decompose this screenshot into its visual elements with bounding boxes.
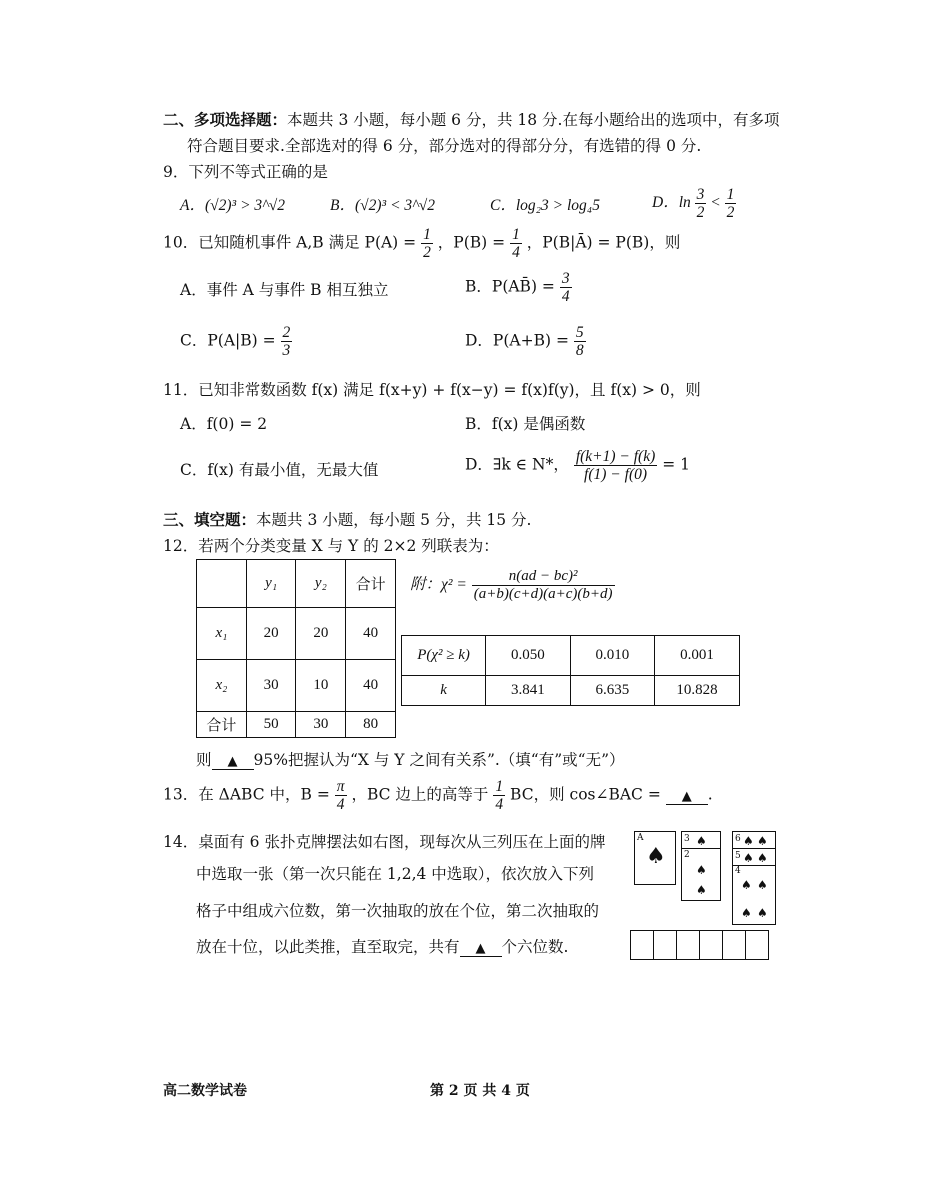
q12-blank[interactable]	[212, 751, 254, 770]
card-index: 3	[684, 834, 690, 844]
table-cell: 40	[346, 660, 396, 712]
q12-stem: 12．若两个分类变量 X 与 Y 的 2×2 列联表为：	[163, 537, 499, 555]
blank-marker: ▲	[227, 754, 238, 769]
q9-stem: 9．下列不等式正确的是	[163, 163, 328, 181]
table-row	[402, 636, 740, 676]
card-column-3-middle	[732, 848, 776, 866]
formula-den: (a+b)(c+d)(a+c)(b+d)	[473, 585, 613, 602]
table-cell: 0.001	[655, 636, 740, 676]
q13-h-frac	[493, 778, 505, 813]
spade-icon: ♠	[696, 834, 707, 848]
q10-c-den: 3	[282, 342, 291, 360]
critical-value-table	[401, 635, 740, 706]
table-cell: 30	[296, 712, 346, 738]
q13-h-den: 4	[495, 796, 504, 814]
q14-line4-pre: 放在十位，以此类推，直至取完，共有	[196, 938, 460, 956]
section3-heading: 三、填空题：	[163, 510, 257, 529]
q10-d-label: D．P(A+B) =	[465, 331, 569, 350]
q10-pb-den: 4	[512, 244, 520, 262]
q11-option-b: B．f(x) 是偶函数	[465, 415, 586, 433]
table-cell: 20	[296, 608, 346, 660]
card-column-3-top	[732, 831, 776, 849]
digit-cell[interactable]	[746, 931, 768, 959]
blank-marker: ▲	[475, 941, 486, 956]
q11-d-num: f(k+1) − f(k)	[575, 448, 656, 465]
spade-icon: ♠	[743, 834, 754, 848]
q10-pa-den: 2	[423, 244, 431, 262]
q9-d-frac2	[725, 186, 737, 221]
digit-cell[interactable]	[700, 931, 723, 959]
table-cell: 6.635	[570, 676, 655, 706]
q13-b-num: π	[336, 778, 345, 795]
table-row	[197, 608, 396, 660]
spade-icon: ♠	[646, 844, 666, 869]
card-index: 4	[735, 866, 741, 876]
q10-c-num: 2	[282, 324, 291, 341]
table-cell: 3.841	[486, 676, 571, 706]
q11-d-post: = 1	[662, 455, 690, 474]
card-index: A	[637, 833, 644, 843]
q13-mid: ，BC 边上的高等于	[351, 785, 489, 804]
spade-icon: ♠	[696, 863, 707, 877]
q10-b-frac	[560, 270, 572, 305]
q14-line3: 格子中组成六位数，第一次抽取的放在个位，第二次抽取的	[196, 902, 600, 920]
q10-option-a: A．事件 A 与事件 B 相互独立	[180, 281, 389, 299]
q13-post: BC，则 cos∠BAC =	[510, 785, 661, 804]
table-cell: 10.828	[655, 676, 740, 706]
table-row	[197, 660, 396, 712]
q14-blank[interactable]	[460, 938, 502, 957]
q10-d-frac	[574, 324, 586, 359]
q10-stem-pre: 10．已知随机事件 A,B 满足 P(A) =	[163, 233, 417, 252]
spade-icon: ♠	[757, 878, 768, 892]
q14-line4-post: 个六位数.	[501, 938, 569, 956]
footer-title: 高二数学试卷	[163, 1083, 247, 1099]
table-row	[197, 560, 396, 608]
table-cell: 合计	[197, 712, 247, 738]
chi-square-formula	[410, 568, 615, 602]
q9-d-frac1-num: 3	[696, 186, 705, 203]
q9-d-frac2-den: 2	[726, 204, 735, 222]
digit-cell[interactable]	[723, 931, 746, 959]
card-index: 6	[735, 834, 741, 844]
q10-pa-frac	[421, 226, 433, 261]
q10-b-num: 3	[561, 270, 570, 287]
digit-cell[interactable]	[654, 931, 677, 959]
q14-line1: 14．桌面有 6 张扑克牌摆法如右图，现每次从三列压在上面的牌	[163, 833, 606, 851]
q14-line4	[196, 935, 568, 957]
table-cell: y₂	[296, 560, 346, 608]
q10-d-den: 8	[575, 342, 584, 360]
spade-icon: ♠	[757, 834, 768, 848]
card-index: 2	[684, 850, 690, 860]
q10-pb-frac	[510, 226, 522, 261]
formula-frac	[472, 568, 615, 602]
section2-desc-line2: 符合题目要求.全部选对的得 6 分，部分选对的得部分分，有选错的得 0 分.	[187, 137, 702, 155]
spade-icon: ♠	[757, 906, 768, 920]
table-cell: y₁	[246, 560, 296, 608]
q11-option-a: A．f(0) = 2	[180, 415, 268, 433]
q11-d-frac	[574, 448, 657, 483]
q10-pa-num: 1	[423, 226, 431, 243]
formula-num: n(ad − bc)²	[472, 568, 615, 586]
section2-title	[163, 108, 779, 130]
q11-stem: 11．已知非常数函数 f(x) 满足 f(x+y) + f(x−y) = f(x)f(y)，且 f(x) > 0，则	[163, 381, 701, 399]
q12-answer-pre: 则	[196, 751, 212, 769]
section3-title	[163, 508, 531, 530]
table-cell: 0.050	[486, 636, 571, 676]
table-cell: 20	[246, 608, 296, 660]
spade-icon: ♠	[743, 851, 754, 865]
q13-pre: 13．在 ΔABC 中，B =	[163, 785, 330, 804]
six-digit-grid	[630, 930, 769, 960]
table-cell: 10	[296, 660, 346, 712]
q10-stem	[163, 226, 680, 261]
q9-option-c: C．log₂3 > log₄5	[490, 197, 600, 214]
section2-desc-line1: 本题共 3 小题，每小题 6 分，共 18 分.在每小题给出的选项中，有多项	[287, 111, 780, 129]
q13-h-num: 1	[495, 778, 504, 795]
q10-stem-mid: ，P(B) =	[437, 233, 506, 252]
q12-answer-post: 95%把握认为“X 与 Y 之间有关系”.（填“有”或“无”）	[253, 751, 625, 769]
q10-c-label: C．P(A|B) =	[180, 331, 276, 350]
q14-line2: 中选取一张（第一次只能在 1,2,4 中选取），依次放入下列	[196, 865, 595, 883]
table-cell: 30	[246, 660, 296, 712]
spade-icon: ♠	[741, 878, 752, 892]
table-row	[197, 712, 396, 738]
q10-option-c	[180, 324, 292, 359]
table-row	[402, 676, 740, 706]
q10-b-label: B．P(AB̄) =	[465, 277, 555, 296]
q10-pb-num: 1	[512, 226, 520, 243]
digit-cell[interactable]	[631, 931, 654, 959]
q11-option-d	[465, 448, 690, 483]
table-cell: 0.010	[570, 636, 655, 676]
q9-option-b: B．(√2)³ < 3^√2	[330, 197, 435, 214]
q13-b-frac	[335, 778, 347, 813]
q9-d-label: D．ln	[652, 194, 691, 212]
card-column-2-top	[681, 831, 721, 849]
page-number: 第 2 页 共 4 页	[430, 1083, 530, 1099]
formula-label: 附：χ² =	[410, 576, 467, 593]
spade-icon: ♠	[757, 851, 768, 865]
card-column-1	[634, 831, 676, 885]
q10-d-num: 5	[575, 324, 584, 341]
table-cell: k	[402, 676, 486, 706]
q9-d-frac2-num: 1	[726, 186, 735, 203]
q13-blank[interactable]	[666, 786, 708, 805]
table-cell: P(χ² ≥ k)	[402, 636, 486, 676]
q10-option-b	[465, 270, 572, 305]
q9-option-d: D．ln $\frac{3}{2}$ < $\frac{1}{2}$	[652, 186, 735, 222]
section3-desc: 本题共 3 小题，每小题 5 分，共 15 分.	[256, 511, 532, 529]
spade-icon: ♠	[741, 906, 752, 920]
contingency-table	[196, 559, 396, 738]
table-cell	[197, 560, 247, 608]
digit-cell[interactable]	[677, 931, 700, 959]
q10-option-d	[465, 324, 586, 359]
q12-answer-line	[196, 748, 625, 770]
q9-option-a: A．(√2)³ > 3^√2	[180, 197, 285, 214]
q9-d-frac1-den: 2	[696, 204, 705, 222]
table-cell: 80	[346, 712, 396, 738]
table-cell: x₂	[197, 660, 247, 712]
section2-heading: 二、多项选择题：	[163, 110, 288, 129]
q13-line	[163, 778, 713, 813]
q9-d-frac1	[695, 186, 707, 221]
q11-d-label: D．∃k ∈ N*，	[465, 455, 569, 474]
q10-b-den: 4	[561, 288, 570, 306]
q10-stem-post: ，P(B|Ā) = P(B)，则	[526, 233, 681, 252]
q13-b-den: 4	[336, 796, 345, 814]
blank-marker: ▲	[681, 788, 692, 804]
q11-d-den: f(1) − f(0)	[584, 466, 648, 484]
table-cell: 50	[246, 712, 296, 738]
q13-end: .	[707, 785, 713, 804]
table-cell: x₁	[197, 608, 247, 660]
table-cell: 合计	[346, 560, 396, 608]
q11-option-c: C．f(x) 有最小值，无最大值	[180, 461, 379, 479]
q10-c-frac	[281, 324, 293, 359]
spade-icon: ♠	[696, 883, 707, 897]
card-index: 5	[735, 851, 741, 861]
table-cell: 40	[346, 608, 396, 660]
